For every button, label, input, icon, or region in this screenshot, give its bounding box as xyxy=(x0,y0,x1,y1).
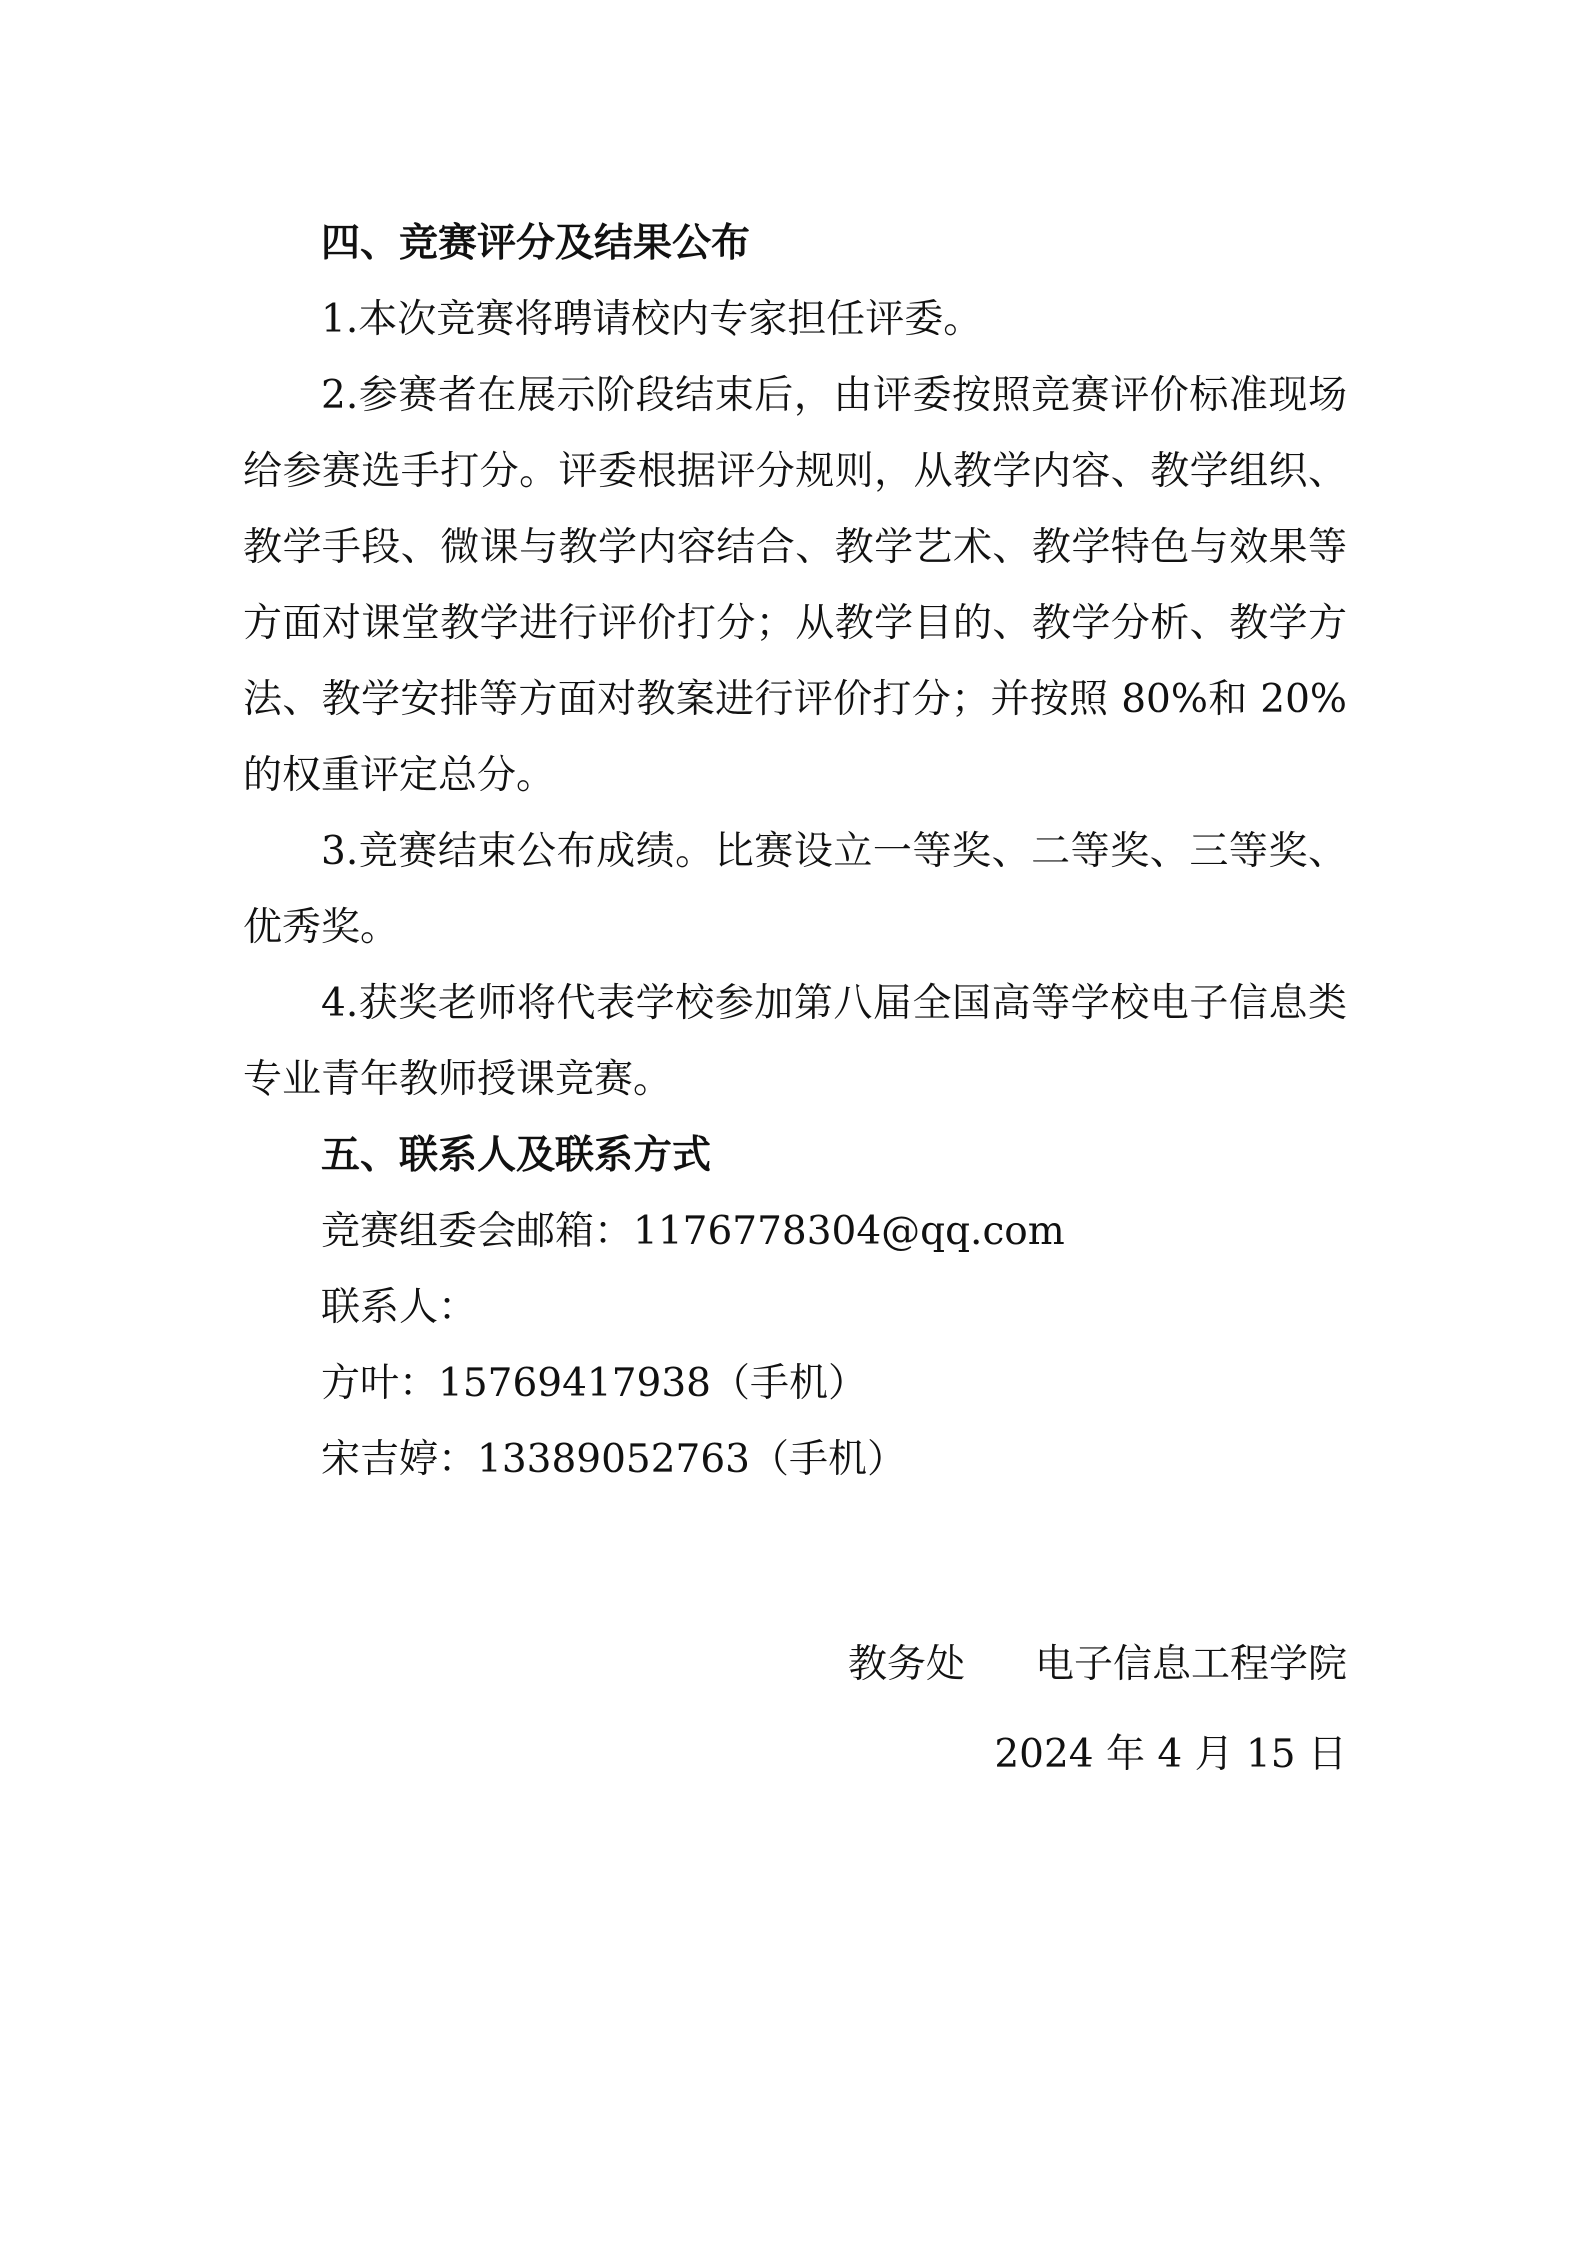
section-5-heading: 五、联系人及联系方式 xyxy=(321,1133,712,1178)
section-4-item-2: 2.参赛者在展示阶段结束后，由评委按照竞赛评价标准现场给参赛选手打分。评委根据评分规则，从教学内容、教学组织、教学手段、微课与教学内容结合、教学艺术、教学特色与效果等方面对课堂教学进行评价打分；从教学目的、教学分析、教学方法、教学安排等方面对教案进行评价打分；并按照 80%和 20%的权重评定总分。 xyxy=(243,373,1347,798)
document-body xyxy=(243,206,1347,1498)
section-4-item-3: 3.竞赛结束公布成绩。比赛设立一等奖、二等奖、三等奖、优秀奖。 xyxy=(243,829,1347,950)
contact-song-jiting: 宋吉婷：13389052763（手机） xyxy=(321,1437,906,1482)
section-4-heading: 四、竞赛评分及结果公布 xyxy=(321,221,751,266)
contact-label: 联系人： xyxy=(321,1285,478,1330)
section-4-item-4: 4.获奖老师将代表学校参加第八届全国高等学校电子信息类专业青年教师授课竞赛。 xyxy=(243,981,1347,1102)
signature-date: 2024 年 4 月 15 日 xyxy=(994,1732,1347,1777)
signature-orgs xyxy=(848,1620,1347,1710)
signature-block xyxy=(848,1620,1347,1800)
email-line: 竞赛组委会邮箱：1176778304@qq.com xyxy=(321,1209,1065,1254)
contact-fang-ye: 方叶：15769417938（手机） xyxy=(321,1361,867,1406)
signature-org-college: 电子信息工程学院 xyxy=(1034,1642,1347,1687)
section-4-item-1: 1.本次竞赛将聘请校内专家担任评委。 xyxy=(321,297,983,342)
signature-org-academic-affairs: 教务处 xyxy=(847,1642,965,1687)
